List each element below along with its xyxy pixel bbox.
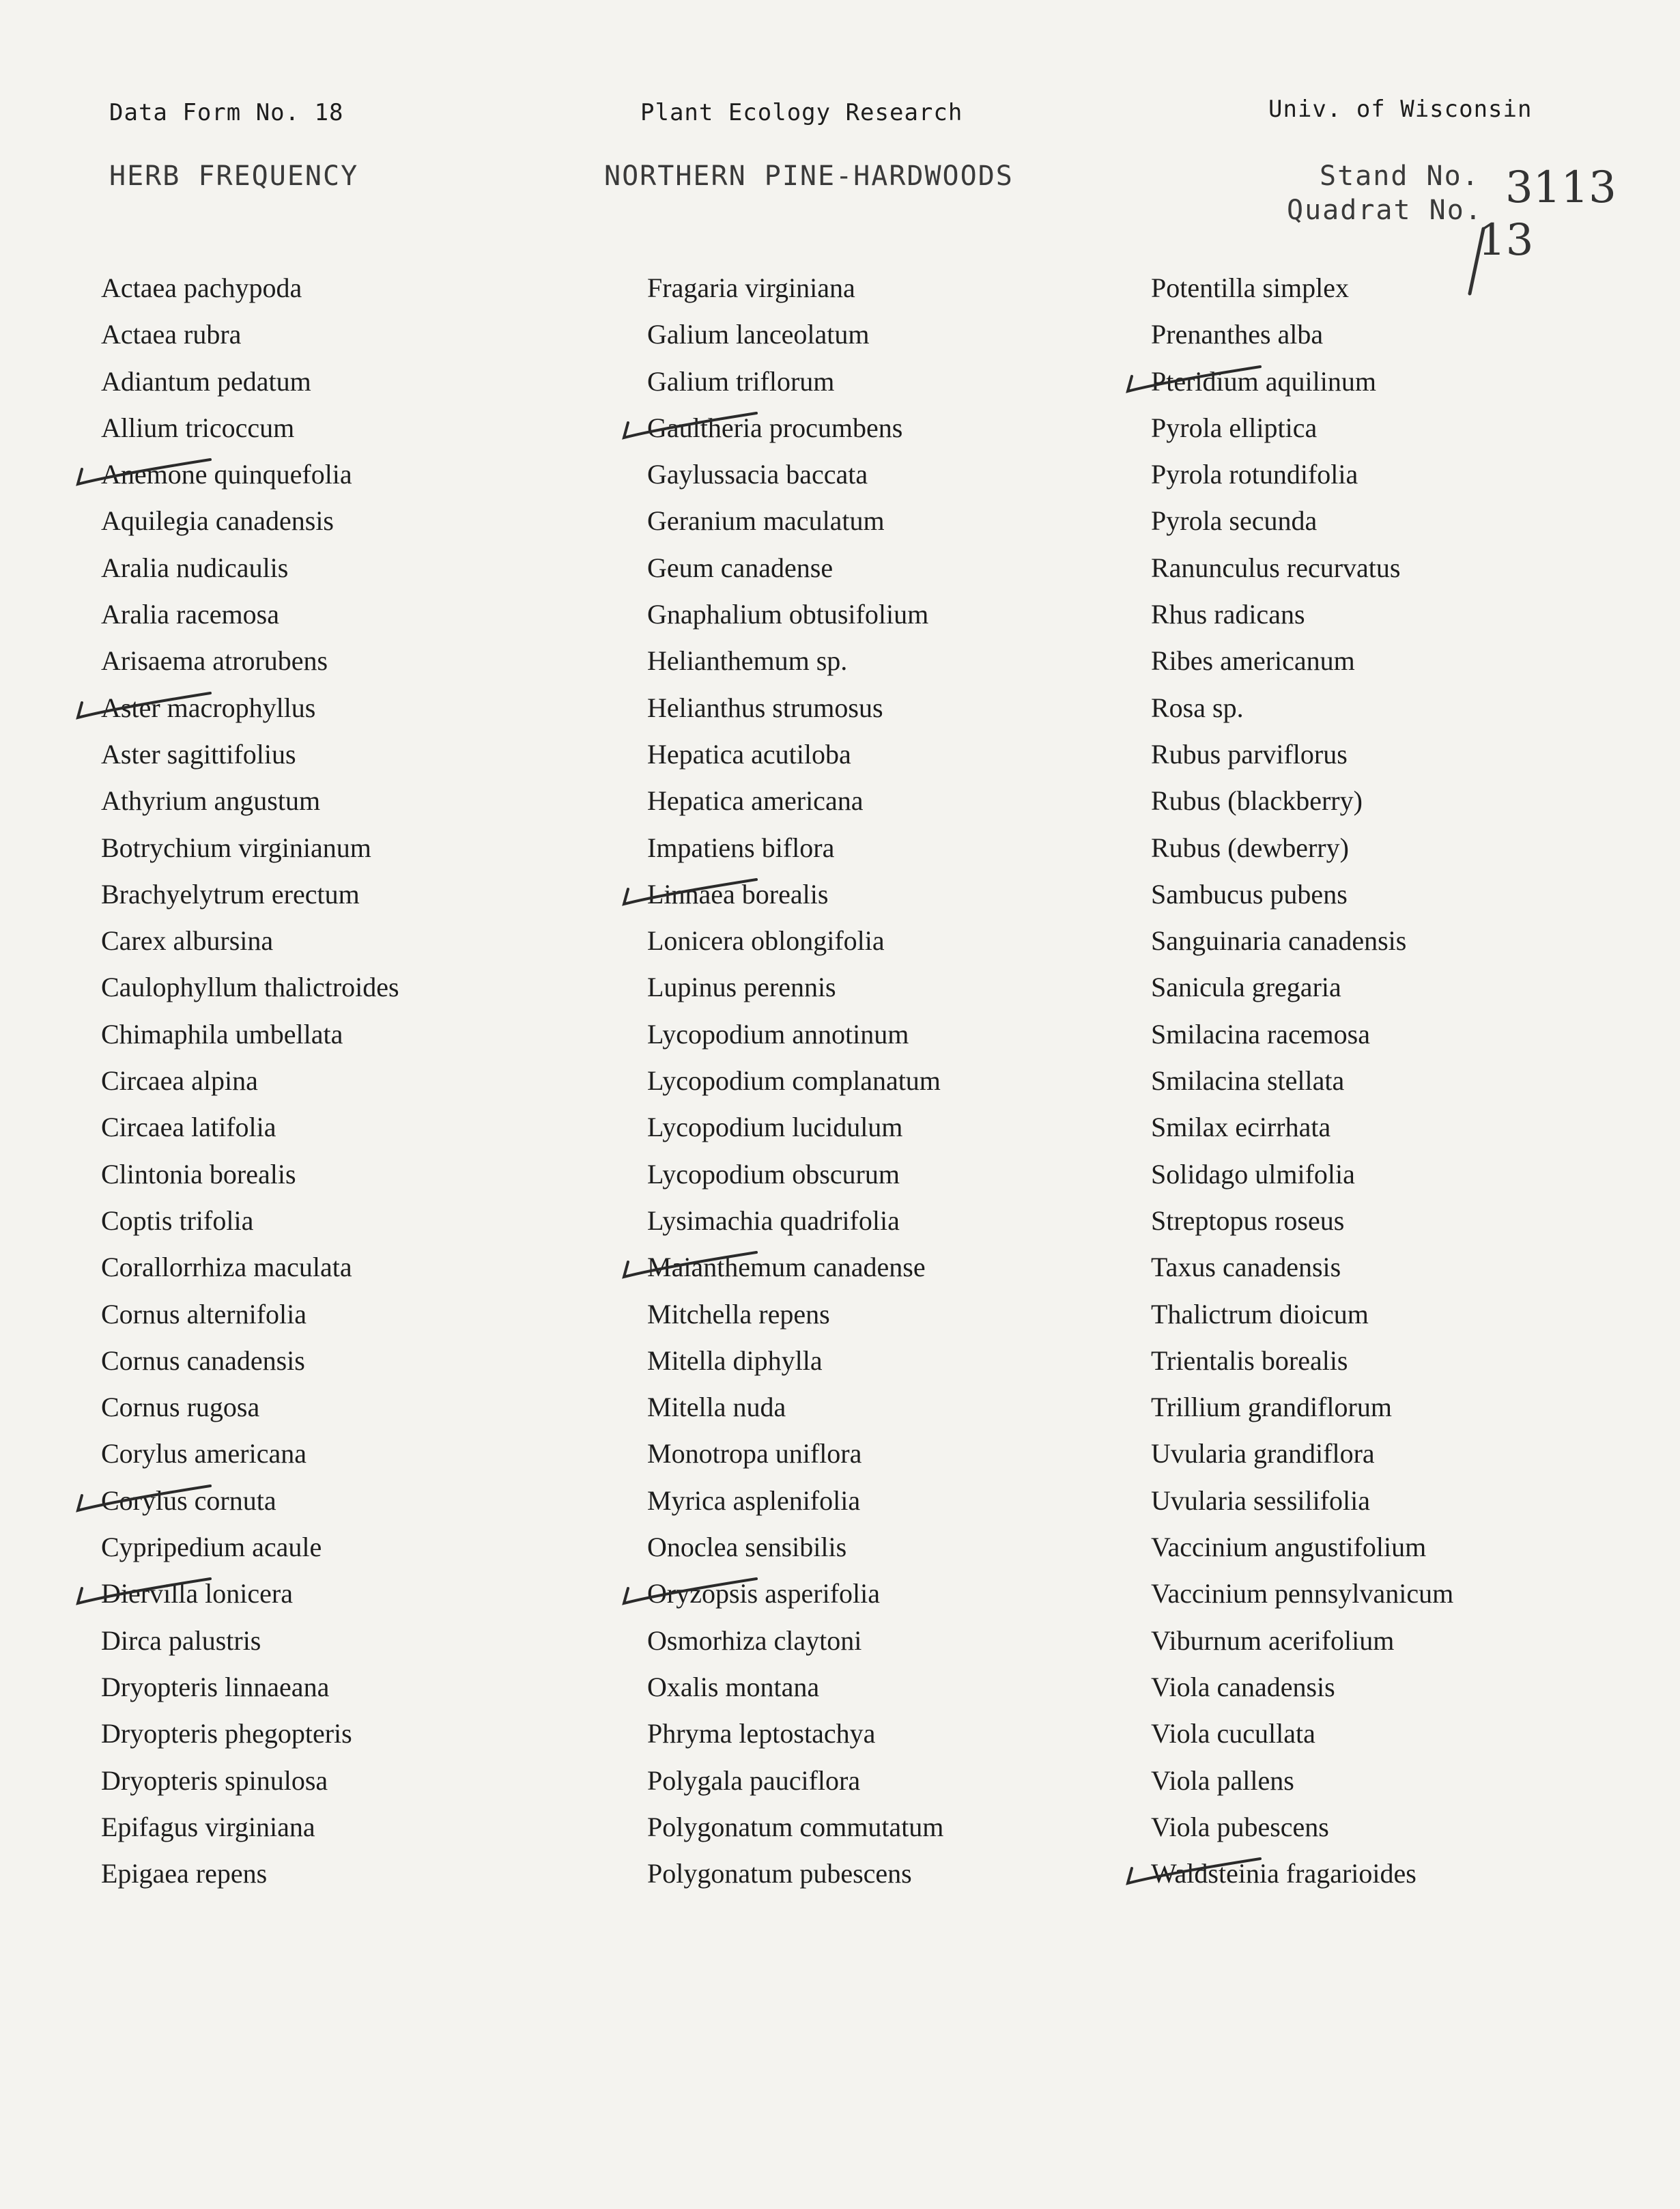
- species-item[interactable]: [101, 1524, 399, 1571]
- species-label: Coptis trifolia: [101, 1205, 254, 1236]
- species-label: Corylus americana: [101, 1438, 307, 1469]
- species-item[interactable]: [101, 1338, 399, 1384]
- species-label: Vaccinium angustifolium: [1151, 1532, 1427, 1563]
- species-item[interactable]: [101, 1244, 399, 1291]
- species-item[interactable]: [101, 825, 399, 871]
- species-label: Dryopteris spinulosa: [101, 1764, 328, 1796]
- species-label: Epigaea repens: [101, 1858, 268, 1889]
- species-item[interactable]: [1151, 1431, 1453, 1477]
- species-label: Corallorrhiza maculata: [101, 1252, 352, 1283]
- species-item[interactable]: [101, 1478, 399, 1524]
- stand-number-handwritten: 3113: [1505, 163, 1617, 213]
- species-label: Linnaea borealis: [647, 878, 829, 910]
- species-item[interactable]: [1151, 1104, 1453, 1151]
- species-label: Clintonia borealis: [101, 1158, 296, 1190]
- species-label: Sanguinaria canadensis: [1151, 925, 1407, 957]
- species-label: Lycopodium obscurum: [647, 1158, 900, 1190]
- species-item[interactable]: [647, 1384, 943, 1431]
- species-item[interactable]: [101, 1151, 399, 1198]
- species-item[interactable]: [101, 1431, 399, 1477]
- species-item[interactable]: [101, 685, 399, 731]
- species-label: Phryma leptostachya: [647, 1718, 876, 1749]
- species-item[interactable]: [1151, 1571, 1453, 1617]
- species-label: Viola cucullata: [1151, 1718, 1315, 1749]
- species-item[interactable]: [647, 1758, 943, 1804]
- species-item[interactable]: [647, 685, 943, 731]
- species-label: Aster macrophyllus: [101, 692, 316, 723]
- species-item[interactable]: [1151, 685, 1453, 731]
- species-item[interactable]: [1151, 1478, 1453, 1524]
- species-label: Sanicula gregaria: [1151, 972, 1341, 1003]
- species-item[interactable]: [647, 964, 943, 1011]
- species-label: Lycopodium complanatum: [647, 1065, 941, 1097]
- species-item[interactable]: [647, 918, 943, 964]
- species-column-2: [647, 265, 943, 1897]
- species-item[interactable]: [647, 778, 943, 824]
- species-label: Mitella nuda: [647, 1392, 786, 1423]
- species-item[interactable]: [1151, 1804, 1453, 1851]
- species-item[interactable]: [101, 1291, 399, 1338]
- species-item[interactable]: [1151, 1618, 1453, 1664]
- handwritten-stroke: [1464, 225, 1492, 300]
- species-item[interactable]: [1151, 1851, 1453, 1897]
- species-label: Myrica asplenifolia: [647, 1485, 861, 1516]
- stand-label: Stand No.: [1320, 160, 1480, 192]
- species-label: Brachyelytrum erectum: [101, 878, 360, 910]
- species-item[interactable]: [1151, 1244, 1453, 1291]
- species-item[interactable]: [101, 1804, 399, 1851]
- species-label: Waldsteinia fragarioides: [1151, 1858, 1416, 1889]
- species-label: Cornus canadensis: [101, 1345, 305, 1376]
- species-item[interactable]: [647, 591, 943, 638]
- species-label: Lycopodium lucidulum: [647, 1112, 903, 1143]
- species-item[interactable]: [101, 591, 399, 638]
- university-name: Univ. of Wisconsin: [1268, 96, 1533, 123]
- species-item[interactable]: [101, 311, 399, 358]
- species-label: Gnaphalium obtusifolium: [647, 599, 929, 630]
- species-item[interactable]: [101, 778, 399, 824]
- species-item[interactable]: [101, 638, 399, 684]
- species-label: Diervilla lonicera: [101, 1578, 293, 1609]
- species-label: Potentilla simplex: [1151, 272, 1349, 303]
- species-label: Lonicera oblongifolia: [647, 925, 885, 957]
- species-item[interactable]: [1151, 1291, 1453, 1338]
- species-item[interactable]: [101, 1104, 399, 1151]
- species-item[interactable]: [101, 451, 399, 498]
- species-label: Polygonatum pubescens: [647, 1858, 912, 1889]
- species-label: Mitchella repens: [647, 1298, 830, 1329]
- species-item[interactable]: [101, 1058, 399, 1104]
- species-label: Cornus rugosa: [101, 1392, 260, 1423]
- species-item[interactable]: [1151, 1711, 1453, 1757]
- species-label: Hepatica americana: [647, 785, 864, 817]
- species-label: Rubus (dewberry): [1151, 832, 1349, 863]
- species-label: Dryopteris linnaeana: [101, 1671, 330, 1702]
- species-item[interactable]: [1151, 1758, 1453, 1804]
- species-label: Galium lanceolatum: [647, 319, 870, 350]
- species-column-3: [1151, 265, 1453, 1897]
- organization-name: Plant Ecology Research: [640, 99, 963, 126]
- species-item[interactable]: [647, 1011, 943, 1058]
- species-label: Lysimachia quadrifolia: [647, 1205, 900, 1236]
- species-item[interactable]: [647, 1104, 943, 1151]
- species-item[interactable]: [101, 1384, 399, 1431]
- species-item[interactable]: [647, 1711, 943, 1757]
- species-label: Maianthemum canadense: [647, 1252, 926, 1283]
- species-item[interactable]: [101, 358, 399, 405]
- form-title: HERB FREQUENCY: [109, 160, 359, 192]
- species-label: Cypripedium acaule: [101, 1532, 322, 1563]
- species-item[interactable]: [647, 1244, 943, 1291]
- species-item[interactable]: [1151, 1384, 1453, 1431]
- species-item[interactable]: [1151, 405, 1453, 451]
- species-label: Streptopus roseus: [1151, 1205, 1345, 1236]
- species-label: Thalictrum dioicum: [1151, 1298, 1369, 1329]
- species-item[interactable]: [647, 311, 943, 358]
- species-label: Rubus (blackberry): [1151, 785, 1363, 817]
- species-label: Corylus cornuta: [101, 1485, 276, 1516]
- species-item[interactable]: [1151, 778, 1453, 824]
- species-label: Smilacina racemosa: [1151, 1018, 1370, 1050]
- species-item[interactable]: [101, 405, 399, 451]
- species-item[interactable]: [647, 1431, 943, 1477]
- species-label: Trientalis borealis: [1151, 1345, 1348, 1376]
- species-item[interactable]: [647, 265, 943, 311]
- species-item[interactable]: [1151, 825, 1453, 871]
- species-label: Aralia racemosa: [101, 599, 279, 630]
- species-label: Helianthemum sp.: [647, 645, 848, 677]
- species-label: Caulophyllum thalictroides: [101, 972, 399, 1003]
- species-item[interactable]: [1151, 1524, 1453, 1571]
- species-item[interactable]: [1151, 498, 1453, 544]
- species-label: Circaea alpina: [101, 1065, 258, 1097]
- species-label: Viola pallens: [1151, 1764, 1294, 1796]
- species-item[interactable]: [101, 498, 399, 544]
- species-label: Carex albursina: [101, 925, 274, 957]
- species-item[interactable]: [1151, 731, 1453, 778]
- species-item[interactable]: [101, 1618, 399, 1664]
- species-label: Allium tricoccum: [101, 412, 295, 443]
- species-item[interactable]: [101, 918, 399, 964]
- species-item[interactable]: [101, 1011, 399, 1058]
- species-item[interactable]: [647, 1571, 943, 1617]
- species-label: Uvularia grandiflora: [1151, 1438, 1375, 1469]
- species-item[interactable]: [647, 871, 943, 918]
- species-label: Dirca palustris: [101, 1624, 261, 1656]
- species-label: Anemone quinquefolia: [101, 459, 352, 490]
- species-item[interactable]: [101, 1664, 399, 1711]
- species-item[interactable]: [647, 1198, 943, 1244]
- species-label: Lycopodium annotinum: [647, 1018, 909, 1050]
- species-item[interactable]: [647, 731, 943, 778]
- species-label: Taxus canadensis: [1151, 1252, 1341, 1283]
- species-item[interactable]: [647, 451, 943, 498]
- species-item[interactable]: [101, 1198, 399, 1244]
- species-label: Aster sagittifolius: [101, 738, 296, 770]
- species-item[interactable]: [101, 731, 399, 778]
- species-item[interactable]: [1151, 591, 1453, 638]
- species-item[interactable]: [1151, 265, 1453, 311]
- species-label: Geum canadense: [647, 552, 834, 583]
- species-item[interactable]: [1151, 638, 1453, 684]
- species-label: Smilax ecirrhata: [1151, 1112, 1331, 1143]
- species-label: Impatiens biflora: [647, 832, 835, 863]
- species-item[interactable]: [1151, 1664, 1453, 1711]
- species-label: Circaea latifolia: [101, 1112, 276, 1143]
- species-label: Vaccinium pennsylvanicum: [1151, 1578, 1454, 1609]
- species-label: Rosa sp.: [1151, 692, 1244, 723]
- species-item[interactable]: [647, 1664, 943, 1711]
- species-label: Viola pubescens: [1151, 1811, 1329, 1842]
- species-label: Ranunculus recurvatus: [1151, 552, 1401, 583]
- species-label: Hepatica acutiloba: [647, 738, 851, 770]
- species-label: Adiantum pedatum: [101, 365, 311, 397]
- species-label: Rubus parviflorus: [1151, 738, 1348, 770]
- community-title: NORTHERN PINE-HARDWOODS: [604, 160, 1014, 192]
- species-label: Actaea rubra: [101, 319, 242, 350]
- species-item[interactable]: [1151, 358, 1453, 405]
- species-label: Viola canadensis: [1151, 1671, 1335, 1702]
- species-item[interactable]: [101, 871, 399, 918]
- species-label: Uvularia sessilifolia: [1151, 1485, 1371, 1516]
- species-label: Osmorhiza claytoni: [647, 1624, 862, 1656]
- species-label: Dryopteris phegopteris: [101, 1718, 352, 1749]
- species-item[interactable]: [647, 1151, 943, 1198]
- species-label: Pyrola elliptica: [1151, 412, 1318, 443]
- species-label: Pyrola rotundifolia: [1151, 459, 1358, 490]
- species-label: Oryzopsis asperifolia: [647, 1578, 881, 1609]
- species-label: Aralia nudicaulis: [101, 552, 289, 583]
- quadrat-number-handwritten: 13: [1478, 215, 1534, 266]
- species-label: Polygala pauciflora: [647, 1764, 861, 1796]
- species-item[interactable]: [647, 825, 943, 871]
- species-item[interactable]: [1151, 1151, 1453, 1198]
- species-label: Onoclea sensibilis: [647, 1532, 847, 1563]
- species-label: Solidago ulmifolia: [1151, 1158, 1355, 1190]
- species-item[interactable]: [1151, 871, 1453, 918]
- species-item[interactable]: [647, 638, 943, 684]
- species-label: Mitella diphylla: [647, 1345, 823, 1376]
- species-item[interactable]: [101, 1571, 399, 1617]
- species-label: Aquilegia canadensis: [101, 505, 334, 537]
- species-label: Fragaria virginiana: [647, 272, 855, 303]
- species-label: Actaea pachypoda: [101, 272, 302, 303]
- species-item[interactable]: [1151, 1058, 1453, 1104]
- species-item[interactable]: [647, 1618, 943, 1664]
- species-label: Rhus radicans: [1151, 599, 1305, 630]
- species-label: Arisaema atrorubens: [101, 645, 328, 677]
- species-item[interactable]: [1151, 311, 1453, 358]
- species-item[interactable]: [101, 545, 399, 591]
- species-label: Gaultheria procumbens: [647, 412, 903, 443]
- species-item[interactable]: [1151, 964, 1453, 1011]
- species-label: Monotropa uniflora: [647, 1438, 862, 1469]
- species-item[interactable]: [647, 1338, 943, 1384]
- species-label: Ribes americanum: [1151, 645, 1355, 677]
- species-item[interactable]: [1151, 918, 1453, 964]
- species-item[interactable]: [101, 1851, 399, 1897]
- species-item[interactable]: [1151, 451, 1453, 498]
- species-item[interactable]: [647, 498, 943, 544]
- quadrat-label: Quadrat No.: [1287, 195, 1483, 226]
- species-item[interactable]: [1151, 1338, 1453, 1384]
- species-label: Gaylussacia baccata: [647, 459, 868, 490]
- species-label: Oxalis montana: [647, 1671, 820, 1702]
- species-label: Lupinus perennis: [647, 972, 836, 1003]
- species-label: Epifagus virginiana: [101, 1811, 315, 1842]
- species-label: Prenanthes alba: [1151, 319, 1324, 350]
- species-item[interactable]: [647, 405, 943, 451]
- species-item[interactable]: [647, 1291, 943, 1338]
- species-item[interactable]: [101, 1758, 399, 1804]
- species-label: Pyrola secunda: [1151, 505, 1318, 537]
- species-item[interactable]: [1151, 545, 1453, 591]
- species-label: Galium triflorum: [647, 365, 835, 397]
- species-item[interactable]: [1151, 1198, 1453, 1244]
- species-column-1: [101, 265, 399, 1897]
- species-item[interactable]: [647, 1524, 943, 1571]
- species-item[interactable]: [647, 545, 943, 591]
- species-item[interactable]: [101, 265, 399, 311]
- species-label: Geranium maculatum: [647, 505, 885, 537]
- species-item[interactable]: [101, 1711, 399, 1757]
- species-item[interactable]: [647, 1478, 943, 1524]
- species-label: Helianthus strumosus: [647, 692, 883, 723]
- species-label: Trillium grandiflorum: [1151, 1392, 1392, 1423]
- species-item[interactable]: [647, 1804, 943, 1851]
- species-label: Sambucus pubens: [1151, 878, 1348, 910]
- species-item[interactable]: [647, 1058, 943, 1104]
- species-label: Smilacina stellata: [1151, 1065, 1345, 1097]
- species-label: Pteridium aquilinum: [1151, 365, 1376, 397]
- species-item[interactable]: [101, 964, 399, 1011]
- species-label: Polygonatum commutatum: [647, 1811, 944, 1842]
- species-label: Viburnum acerifolium: [1151, 1624, 1395, 1656]
- species-item[interactable]: [647, 358, 943, 405]
- species-item[interactable]: [647, 1851, 943, 1897]
- species-label: Athyrium angustum: [101, 785, 321, 817]
- species-label: Chimaphila umbellata: [101, 1018, 343, 1050]
- species-label: Botrychium virginianum: [101, 832, 371, 863]
- form-number: Data Form No. 18: [109, 99, 344, 126]
- species-item[interactable]: [1151, 1011, 1453, 1058]
- species-label: Cornus alternifolia: [101, 1298, 307, 1329]
